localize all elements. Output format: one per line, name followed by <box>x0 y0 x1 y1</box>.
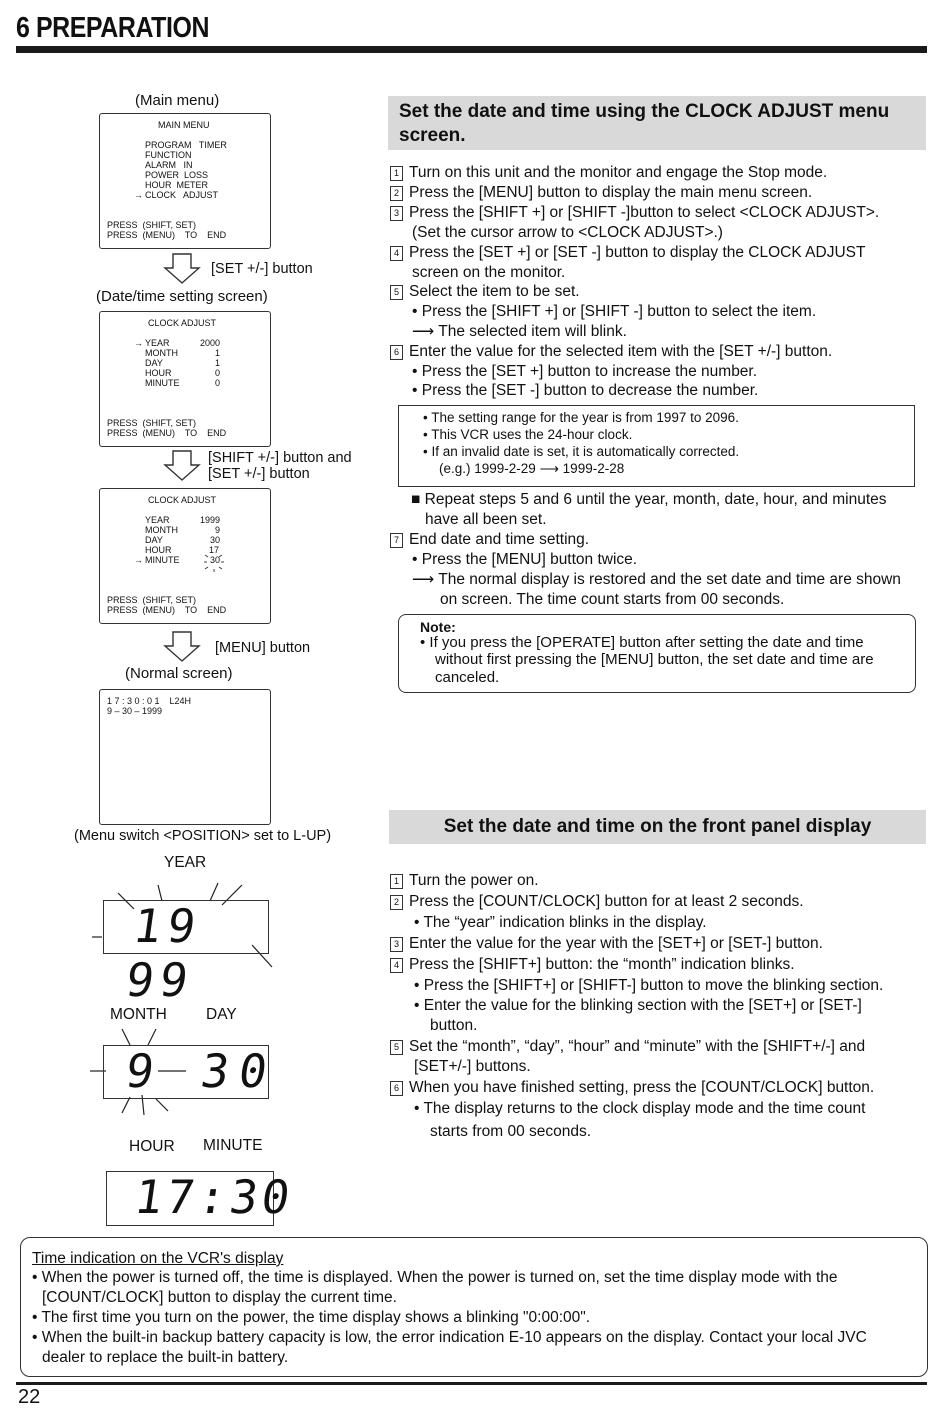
step-5-result: ⟶ The selected item will blink. <box>412 323 627 340</box>
note-example: (e.g.) 1999-2-29 ⟶ 1999-2-28 <box>439 461 625 476</box>
year-label: YEAR <box>164 854 207 871</box>
note-title: Note: <box>420 619 456 635</box>
clock-adjust-title: CLOCK ADJUST <box>148 495 217 505</box>
month-day-lcd-digits: 9 30 <box>122 1044 281 1098</box>
field-label: YEAR <box>145 338 170 348</box>
fp-step-1: 1 Turn the power on. <box>390 871 539 890</box>
fp-step-4-bullet: • Press the [SHIFT+] or [SHIFT-] button to move the blinking section. <box>414 977 884 994</box>
menu-switch-note: (Menu switch <POSITION> set to L-UP) <box>74 828 332 844</box>
arrow-label-line: [SHIFT +/-] button and <box>208 450 352 466</box>
step-5-bullet: • Press the [SHIFT +] or [SHIFT -] button to select the item. <box>412 303 817 320</box>
fp-step-6: 6 When you have finished setting, press the [COUNT/CLOCK] button. <box>390 1078 874 1097</box>
arrow-label-line: [SET +/-] button <box>208 466 310 482</box>
time-lcd-display <box>106 1170 298 1226</box>
field-value: 1 <box>214 358 220 368</box>
field-value: 17 <box>208 545 219 555</box>
note-text: canceled. <box>435 669 500 686</box>
clock-adjust-title: CLOCK ADJUST <box>148 318 217 328</box>
main-menu-screen <box>99 113 271 249</box>
fp-step-5: 5 Set the “month”, “day”, “hour” and “minute” with the [SHIFT+/-] and <box>390 1037 865 1056</box>
fp-step-2-bullet: • The “year” indication blinks in the display. <box>414 914 707 931</box>
fp-step-4-bullet: • Enter the value for the blinking section with the [SET+] or [SET-] <box>414 997 862 1014</box>
info-line: • When the power is turned off, the time is displayed. When the power is turned on, set the time display mode with the <box>32 1269 838 1286</box>
time-indication-box <box>20 1237 928 1377</box>
result-arrow-icon: ⟶ <box>535 461 563 476</box>
arrow-label: [MENU] button <box>215 640 311 656</box>
minute-label: MINUTE <box>203 1137 263 1154</box>
fp-step-6-bullet-cont: starts from 00 seconds. <box>430 1123 592 1140</box>
field-value: 0 <box>214 368 220 378</box>
footer-rule <box>16 1382 927 1385</box>
info-line: • When the built-in backup battery capacity is low, the error indication E-10 appears on the display. Contact your local JVC <box>32 1329 867 1346</box>
step-3-detail: (Set the cursor arrow to <CLOCK ADJUST>.) <box>412 224 723 241</box>
screen-footer: PRESS (MENU) TO END <box>107 428 227 438</box>
step-1: 1 Turn on this unit and the monitor and engage the Stop mode. <box>390 163 827 182</box>
note-line: • This VCR uses the 24-hour clock. <box>423 427 633 442</box>
field-value: 1999 <box>199 515 220 525</box>
step-6-bullet: • Press the [SET -] button to decrease the number. <box>412 382 759 399</box>
cursor-arrow-icon: → <box>134 338 143 348</box>
cursor-arrow-icon: → <box>134 555 143 565</box>
note-line: • The setting range for the year is from 1997 to 2096. <box>423 410 739 425</box>
normal-screen-caption: (Normal screen) <box>125 665 233 682</box>
year-lcd-digits: 19 99 <box>122 899 205 1007</box>
result-arrow-icon: ⟶ <box>412 323 439 340</box>
step-6: 6 Enter the value for the selected item with the [SET +/-] button. <box>390 342 832 361</box>
clock-adjust-screen <box>99 311 271 447</box>
repeat-note-cont: have all been set. <box>425 511 547 528</box>
field-label: HOUR <box>145 545 172 555</box>
result-arrow-icon: ⟶ <box>412 571 439 588</box>
down-arrow-icon <box>163 450 201 482</box>
step-number: 5 <box>390 1040 403 1055</box>
day-label: DAY <box>206 1006 237 1023</box>
field-value: 30 <box>209 535 220 545</box>
page-header-title: 6 PREPARATION <box>16 12 210 44</box>
time-lcd-digits: 17:30 <box>131 1170 298 1224</box>
step-6-bullet: • Press the [SET +] button to increase the number. <box>412 363 758 380</box>
step-4: 4 Press the [SET +] or [SET -] button to display the CLOCK ADJUST <box>390 243 865 262</box>
field-value: 0 <box>214 378 220 388</box>
fp-step-5-cont: [SET+/-] buttons. <box>414 1058 531 1075</box>
menu-item: ALARM IN <box>145 160 193 170</box>
step-number: 4 <box>390 246 403 261</box>
field-label: MONTH <box>145 525 178 535</box>
section-clock-adjust-title <box>388 96 926 150</box>
down-arrow-icon <box>163 253 201 285</box>
fp-step-4-bullet-cont: button. <box>430 1017 478 1034</box>
info-line: • The first time you turn on the power, the time display shows a blinking "0:00:00". <box>32 1309 591 1326</box>
main-menu-caption: (Main menu) <box>135 92 220 109</box>
step-7-bullet: • Press the [MENU] button twice. <box>412 551 638 568</box>
setting-range-box <box>398 405 915 487</box>
field-label: YEAR <box>145 515 170 525</box>
normal-date-line: 9 – 30 – 1999 <box>107 706 163 716</box>
section-title-line: screen. <box>399 125 466 146</box>
fp-step-4: 4 Press the [SHIFT+] button: the “month” indication blinks. <box>390 955 795 974</box>
menu-item: HOUR METER <box>145 180 208 190</box>
menu-item: PROGRAM TIMER <box>145 140 227 150</box>
screen-footer: PRESS (SHIFT, SET) <box>107 220 197 230</box>
step-7-result: ⟶ The normal display is restored and the set date and time are shown <box>412 571 901 588</box>
header-rule <box>16 46 927 53</box>
menu-item: FUNCTION <box>145 150 192 160</box>
normal-screen <box>99 689 271 825</box>
field-value-blinking: 30 <box>209 555 220 565</box>
repeat-note: ■ Repeat steps 5 and 6 until the year, month, date, hour, and minutes <box>411 491 887 508</box>
page-number: 22 <box>18 1386 41 1408</box>
step-number: 1 <box>390 874 403 889</box>
month-day-lcd-display <box>103 1044 281 1099</box>
down-arrow-icon <box>163 631 201 663</box>
screen-footer: PRESS (SHIFT, SET) <box>107 418 197 428</box>
field-label: MINUTE <box>145 555 180 565</box>
arrow-label: [SET +/-] button <box>211 261 313 277</box>
step-number: 2 <box>390 895 403 910</box>
time-indication-title: Time indication on the VCR's display <box>32 1250 284 1267</box>
step-number: 2 <box>390 186 403 201</box>
normal-time-line: 1 7 : 3 0 : 0 1 L24H <box>107 696 192 706</box>
step-number: 3 <box>390 937 403 952</box>
hour-label: HOUR <box>129 1138 175 1155</box>
screen-footer: PRESS (MENU) TO END <box>107 230 227 240</box>
field-value: 2000 <box>199 338 220 348</box>
field-label: DAY <box>145 535 163 545</box>
step-number: 5 <box>390 285 403 300</box>
step-number: 6 <box>390 345 403 360</box>
field-value: 1 <box>214 348 220 358</box>
section-title-line: Set the date and time using the CLOCK ADJUST menu <box>399 101 890 122</box>
note-box <box>398 614 916 693</box>
fp-step-3: 3 Enter the value for the year with the [SET+] or [SET-] button. <box>390 934 823 953</box>
screen-footer: PRESS (MENU) TO END <box>107 605 227 615</box>
step-number: 1 <box>390 166 403 181</box>
main-menu-title: MAIN MENU <box>158 120 210 130</box>
info-line: dealer to replace the built-in battery. <box>42 1349 289 1366</box>
fp-step-6-bullet: • The display returns to the clock display mode and the time count <box>414 1100 866 1117</box>
year-lcd-display <box>103 899 269 1007</box>
note-line: • If an invalid date is set, it is automatically corrected. <box>423 444 740 459</box>
field-label: MINUTE <box>145 378 180 388</box>
field-label: DAY <box>145 358 163 368</box>
step-3: 3 Press the [SHIFT +] or [SHIFT -]button to select <CLOCK ADJUST>. <box>390 203 879 222</box>
section-title-text: Set the date and time on the front panel display <box>443 816 872 837</box>
square-bullet-icon: ■ <box>411 491 425 508</box>
step-number: 6 <box>390 1081 403 1096</box>
blink-rays-icon <box>203 551 227 573</box>
note-text: without first pressing the [MENU] button, the set date and time are <box>435 651 874 668</box>
clock-adjust-screen-set <box>99 488 271 624</box>
step-5: 5 Select the item to be set. <box>390 282 580 301</box>
info-line: [COUNT/CLOCK] button to display the current time. <box>42 1289 397 1306</box>
menu-item: POWER LOSS <box>145 170 209 180</box>
screen-footer: PRESS (SHIFT, SET) <box>107 595 197 605</box>
fp-step-2: 2 Press the [COUNT/CLOCK] button for at least 2 seconds. <box>390 892 804 911</box>
step-number: 7 <box>390 533 403 548</box>
step-4-detail: screen on the monitor. <box>412 264 566 281</box>
menu-item: CLOCK ADJUST <box>145 190 219 200</box>
step-7: 7 End date and time setting. <box>390 530 589 549</box>
step-2: 2 Press the [MENU] button to display the main menu screen. <box>390 183 812 202</box>
note-text: • If you press the [OPERATE] button after setting the date and time <box>420 634 864 651</box>
field-value: 9 <box>214 525 220 535</box>
field-label: MONTH <box>145 348 178 358</box>
cursor-arrow-icon: → <box>134 190 143 200</box>
step-number: 3 <box>390 206 403 221</box>
step-number: 4 <box>390 958 403 973</box>
arrow-label <box>208 450 352 482</box>
field-label: HOUR <box>145 368 172 378</box>
step-7-result-cont: on screen. The time count starts from 00 seconds. <box>440 591 785 608</box>
date-screen-caption: (Date/time setting screen) <box>96 288 268 305</box>
section-front-panel-title <box>389 810 926 844</box>
month-label: MONTH <box>110 1006 167 1023</box>
